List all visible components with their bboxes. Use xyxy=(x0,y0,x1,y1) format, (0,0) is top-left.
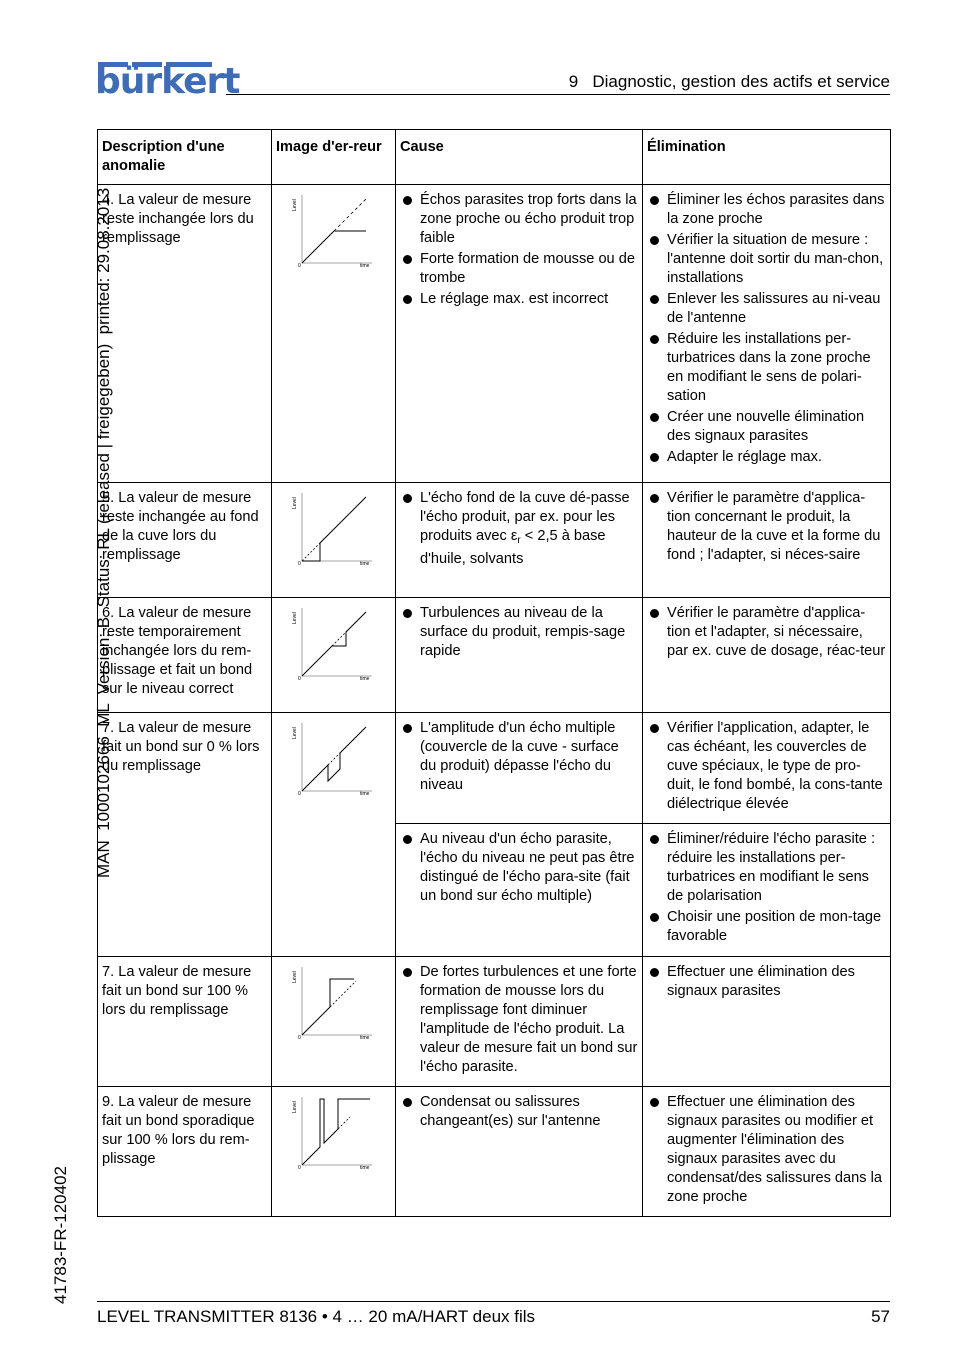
origin-label: 0 xyxy=(298,1165,301,1171)
remedy-item: Enlever les salissures au ni-veau de l'antenne xyxy=(647,290,886,328)
elimination-cell xyxy=(643,713,891,824)
error-image xyxy=(272,713,396,957)
y-axis-label: Level xyxy=(292,199,298,211)
header-rule xyxy=(226,94,890,95)
elimination-cell xyxy=(643,598,891,713)
error-image xyxy=(272,483,396,598)
cause-text: L'écho fond de la cuve dé-passe l'écho produit, par ex. pour les produits avec ε xyxy=(420,490,630,544)
anomaly-description: 7. La valeur de mesure fait un bond sur 100 % lors du remplissage xyxy=(98,957,272,1087)
footer-product: LEVEL TRANSMITTER 8136 • 4 … 20 mA/HART deux fils xyxy=(97,1307,536,1326)
epsilon-subscript: r xyxy=(517,535,521,546)
cause-cell xyxy=(396,185,643,483)
table-row xyxy=(98,1087,891,1217)
document-number: 41783-FR-120402 xyxy=(51,1166,70,1304)
real-level-curve xyxy=(302,543,320,561)
remedy-item: Vérifier le paramètre d'applica-tion et l'adapter, si nécessaire, par ex. cuve de dosage, réac-teur xyxy=(647,604,886,661)
cause-item: Turbulences au niveau de la surface du produit, rempis-sage rapide xyxy=(400,604,638,661)
anomaly-description: 7. La valeur de mesure fait un bond sur 0 % lors du remplissage xyxy=(98,713,272,957)
anomaly-description: 4. La valeur de mesure reste inchangée lors du remplissage xyxy=(98,185,272,483)
table-header-row xyxy=(98,130,891,185)
y-axis-label: Level xyxy=(292,971,298,983)
table-row xyxy=(98,483,891,598)
y-axis-label: Level xyxy=(292,1101,298,1113)
header-description: Description d'une anomalie xyxy=(98,130,272,185)
cause-cell xyxy=(396,957,643,1087)
remedy-item: Éliminer/réduire l'écho parasite : réduire les installations per-turbatrices en modifiant le sens de polarisation xyxy=(647,830,886,906)
x-axis-label: time xyxy=(360,676,370,682)
x-axis-label: time xyxy=(360,1035,370,1041)
y-axis-label: Level xyxy=(292,612,298,624)
remedy-item: Vérifier le paramètre d'applica-tion concernant le produit, la hauteur de la cuve et la forme du fond ; l'adapter, si néces-saire xyxy=(647,489,886,565)
anomaly-description: 6. La valeur de mesure reste temporairement inchangée lors du rem-plissage et fait un bond sur le niveau correct xyxy=(98,598,272,713)
cause-cell xyxy=(396,1087,643,1217)
remedy-item: Éliminer les échos parasites dans la zone proche xyxy=(647,191,886,229)
error-graph xyxy=(294,1093,374,1173)
page-number: 57 xyxy=(871,1307,890,1326)
cause-item: L'amplitude d'un écho multiple (couvercle de la cuve - surface du produit) dépasse l'écho du niveau xyxy=(400,719,638,795)
error-image xyxy=(272,1087,396,1217)
elimination-cell xyxy=(643,824,891,957)
cause-item: Le réglage max. est incorrect xyxy=(400,290,638,309)
footer-rule xyxy=(97,1301,890,1302)
x-axis-label: time xyxy=(360,791,370,797)
real-level-curve xyxy=(328,753,340,765)
error-graph xyxy=(294,191,374,271)
elimination-cell xyxy=(643,185,891,483)
error-image xyxy=(272,185,396,483)
header-elimination: Élimination xyxy=(643,130,891,185)
real-level-curve xyxy=(338,1117,350,1129)
header-error-image: Image d'er-reur xyxy=(272,130,396,185)
section-title: 9 Diagnostic, gestion des actifs et service xyxy=(568,72,890,91)
logo-text: bürkert xyxy=(95,61,240,102)
remedy-item: Vérifier l'application, adapter, le cas échéant, les couvercles de cuve spéciaux, le type de pro-duit, le fond bombé, la cons-tante diélectrique élevée xyxy=(647,719,886,814)
cause-cell xyxy=(396,483,643,598)
measured-curve xyxy=(302,1099,370,1165)
cause-cell xyxy=(396,713,643,824)
cause-item: Condensat ou salissures changeant(es) sur l'antenne xyxy=(400,1093,638,1131)
real-level-curve xyxy=(334,199,366,231)
anomaly-description: 5. La valeur de mesure reste inchangée au fond de la cuve lors du remplissage xyxy=(98,483,272,598)
remedy-item: Vérifier la situation de mesure : l'antenne doit sortir du man-chon, installations xyxy=(647,231,886,288)
measured-curve xyxy=(302,979,354,1035)
elimination-cell xyxy=(643,1087,891,1217)
origin-label: 0 xyxy=(298,263,301,269)
remedy-item: Choisir une position de mon-tage favorable xyxy=(647,908,886,946)
remedy-item: Effectuer une élimination des signaux parasites xyxy=(647,963,886,1001)
measured-curve xyxy=(302,612,366,676)
y-axis-label: Level xyxy=(292,497,298,509)
cause-text: < 2,5 à base d'huile, solvants xyxy=(420,528,606,567)
origin-label: 0 xyxy=(298,1035,301,1041)
y-axis-label: Level xyxy=(292,727,298,739)
remedy-item: Effectuer une élimination des signaux parasites ou modifier et augmenter l'élimination des signaux parasites avec du condensat/des salissures dans la zone proche xyxy=(647,1093,886,1207)
table-row xyxy=(98,957,891,1087)
error-graph xyxy=(294,963,374,1043)
cause-cell xyxy=(396,824,643,957)
x-axis-label: time xyxy=(360,561,370,567)
error-graph xyxy=(294,604,374,684)
table-row xyxy=(98,713,891,824)
burkert-logo xyxy=(95,61,240,102)
cause-item: Forte formation de mousse ou de trombe xyxy=(400,250,638,288)
header-cause: Cause xyxy=(396,130,643,185)
cause-cell xyxy=(396,598,643,713)
measured-curve xyxy=(302,231,366,263)
print-watermark: MAN 1000102666 ML Version: B Status: RL (released | freigegeben) printed: 29.08.2013 xyxy=(94,187,113,878)
cause-item: Au niveau d'un écho parasite, l'écho du niveau ne peut pas être distingué de l'écho para-site (fait un bond sur écho multiple) xyxy=(400,830,638,906)
remedy-item: Réduire les installations per-turbatrices dans la zone proche en modifiant le sens de polari-sation xyxy=(647,330,886,406)
remedy-item: Adapter le réglage max. xyxy=(647,448,886,467)
x-axis-label: time xyxy=(360,1165,370,1171)
remedy-item: Créer une nouvelle élimination des signaux parasites xyxy=(647,408,886,446)
real-level-curve xyxy=(332,632,346,646)
error-image xyxy=(272,598,396,713)
diagnostic-table xyxy=(97,129,891,1217)
table-row xyxy=(98,598,891,713)
error-graph xyxy=(294,719,374,799)
origin-label: 0 xyxy=(298,791,301,797)
origin-label: 0 xyxy=(298,561,301,567)
table-row xyxy=(98,185,891,483)
error-graph xyxy=(294,489,374,569)
elimination-cell xyxy=(643,483,891,598)
cause-item xyxy=(400,489,638,569)
anomaly-description: 9. La valeur de mesure fait un bond sporadique sur 100 % lors du rem-plissage xyxy=(98,1087,272,1217)
real-level-curve xyxy=(330,981,356,1007)
x-axis-label: time xyxy=(360,263,370,269)
elimination-cell xyxy=(643,957,891,1087)
cause-item: Échos parasites trop forts dans la zone proche ou écho produit trop faible xyxy=(400,191,638,248)
origin-label: 0 xyxy=(298,676,301,682)
error-image xyxy=(272,957,396,1087)
cause-item: De fortes turbulences et une forte formation de mousse lors du remplissage font diminuer l'amplitude de l'écho produit. La valeur de mesure fait un bond sur l'écho parasite. xyxy=(400,963,638,1077)
